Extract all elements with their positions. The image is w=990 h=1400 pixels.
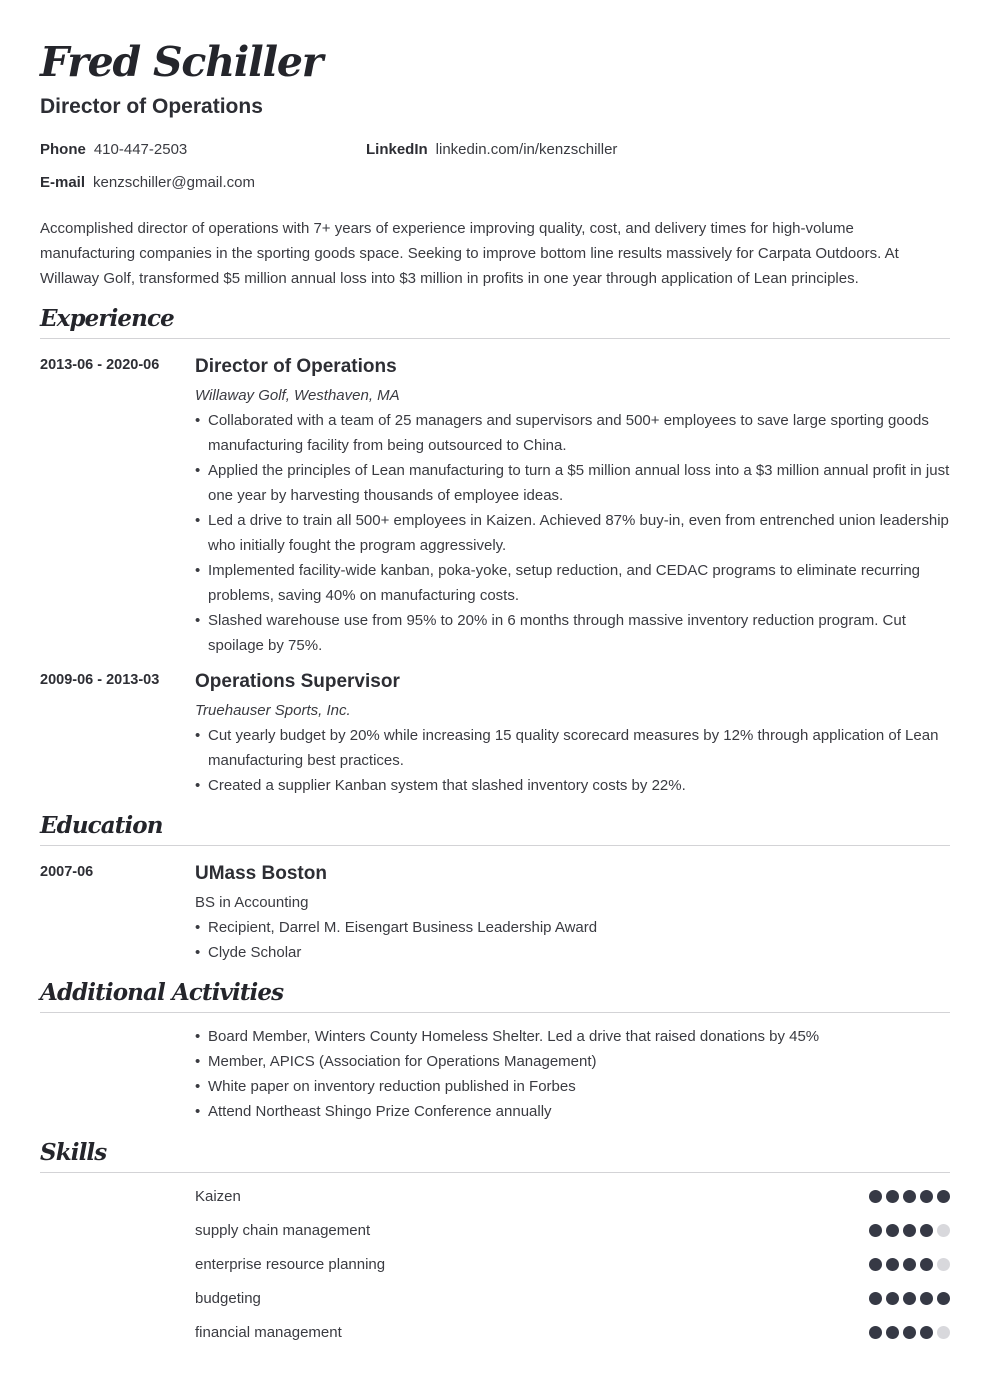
experience-role: Director of Operations	[195, 356, 397, 377]
experience-role: Operations Supervisor	[195, 671, 400, 692]
rating-dot-filled	[903, 1258, 916, 1271]
rating-dot-filled	[886, 1258, 899, 1271]
section-heading-education	[40, 811, 950, 846]
phone-value: 410-447-2503	[93, 141, 188, 158]
education-body	[195, 862, 950, 965]
experience-employer: Truehauser Sports, Inc.	[195, 702, 351, 719]
bullet-item: • Implemented facility-wide kanban, poka-yoke, setup reduction, and CEDAC programs to eliminate recurring problems, saving 40% on manufacturing costs.	[195, 558, 950, 608]
rating-dot-empty	[937, 1326, 950, 1339]
skill-row	[195, 1320, 950, 1354]
bullet-item: • Clyde Scholar	[195, 940, 950, 965]
skill-name: supply chain management	[195, 1222, 371, 1239]
rating-dot-filled	[869, 1190, 882, 1203]
bullet-item: • Slashed warehouse use from 95% to 20% in 6 months through massive inventory reduction program. Cut spoilage by 75%.	[195, 608, 950, 658]
experience-body	[195, 355, 950, 658]
bullet-item: • Led a drive to train all 500+ employees in Kaizen. Achieved 87% buy-in, even from entrenched union leadership who initially fought the program aggressively.	[195, 508, 950, 558]
candidate-title: Director of Operations	[40, 95, 263, 118]
bullet-item: • Applied the principles of Lean manufacturing to turn a $5 million annual loss into a $3 million annual profit in just one year by harvesting thousands of employee ideas.	[195, 458, 950, 508]
skill-rating	[869, 1258, 950, 1271]
skill-rating	[869, 1292, 950, 1305]
rating-dot-filled	[903, 1326, 916, 1339]
rating-dot-filled	[869, 1292, 882, 1305]
education-heading-text: Education	[40, 812, 163, 839]
skill-row	[195, 1218, 950, 1252]
section-heading-experience	[40, 304, 950, 339]
rating-dot-filled	[920, 1292, 933, 1305]
activities-body	[195, 1024, 950, 1124]
skill-name: budgeting	[195, 1290, 261, 1307]
email-value: kenzschiller@gmail.com	[93, 174, 255, 191]
skill-name: enterprise resource planning	[195, 1256, 386, 1273]
contact-linkedin	[366, 141, 617, 158]
bullet-item: • Recipient, Darrel M. Eisengart Business Leadership Award	[195, 915, 950, 940]
rating-dot-empty	[937, 1258, 950, 1271]
activities-bullets	[195, 1024, 950, 1124]
education-school: UMass Boston	[195, 863, 327, 884]
skill-rating	[869, 1224, 950, 1237]
experience-bullets	[195, 723, 950, 798]
section-heading-activities	[40, 978, 950, 1013]
rating-dot-filled	[903, 1190, 916, 1203]
contact-phone	[40, 141, 187, 158]
phone-label: Phone	[40, 141, 86, 158]
experience-body	[195, 670, 950, 798]
rating-dot-filled	[920, 1258, 933, 1271]
rating-dot-filled	[886, 1326, 899, 1339]
bullet-item: • Board Member, Winters County Homeless Shelter. Led a drive that raised donations by 45%	[195, 1024, 950, 1049]
skills-heading-text: Skills	[40, 1139, 107, 1166]
rating-dot-filled	[937, 1190, 950, 1203]
skill-name: financial management	[195, 1324, 342, 1341]
linkedin-value: linkedin.com/in/kenzschiller	[435, 141, 618, 158]
rating-dot-filled	[920, 1190, 933, 1203]
rating-dot-filled	[937, 1292, 950, 1305]
rating-dot-filled	[886, 1292, 899, 1305]
rating-dot-filled	[920, 1224, 933, 1237]
experience-heading-text: Experience	[40, 305, 174, 332]
rating-dot-filled	[903, 1292, 916, 1305]
skill-row	[195, 1184, 950, 1218]
experience-bullets	[195, 408, 950, 658]
bullet-item: • Created a supplier Kanban system that slashed inventory costs by 22%.	[195, 773, 950, 798]
rating-dot-filled	[920, 1326, 933, 1339]
experience-dates: 2013-06 - 2020-06	[40, 357, 160, 373]
email-label: E-mail	[40, 174, 86, 191]
skill-row	[195, 1286, 950, 1320]
linkedin-label: LinkedIn	[366, 141, 428, 158]
candidate-name: Fred Schiller	[40, 38, 323, 86]
skill-name: Kaizen	[195, 1188, 241, 1205]
activities-heading-text: Additional Activities	[40, 979, 284, 1006]
bullet-item: • Collaborated with a team of 25 managers and supervisors and 500+ employees to save large sporting goods manufacturing facility from being outsourced to China.	[195, 408, 950, 458]
rating-dot-filled	[886, 1190, 899, 1203]
experience-employer: Willaway Golf, Westhaven, MA	[195, 387, 400, 404]
bullet-item: • Cut yearly budget by 20% while increasing 15 quality scorecard measures by 12% through application of Lean manufacturing best practices.	[195, 723, 950, 773]
skill-rating	[869, 1326, 950, 1339]
rating-dot-empty	[937, 1224, 950, 1237]
rating-dot-filled	[869, 1224, 882, 1237]
bullet-item: • Attend Northeast Shingo Prize Conference annually	[195, 1099, 950, 1124]
bullet-item: • White paper on inventory reduction published in Forbes	[195, 1074, 950, 1099]
skill-rating	[869, 1190, 950, 1203]
education-date: 2007-06	[40, 864, 94, 880]
professional-summary: Accomplished director of operations with 7+ years of experience improving quality, cost, and delivery times for high-volume manufacturing companies in the sporting goods space. Seeking to improve bottom line results massively for Carpata Outdoors. At Willaway Golf, transformed $5 million annual loss into $3 million in profits in one year through application of Lean principles.	[40, 220, 899, 287]
skills-list	[195, 1184, 950, 1354]
bullet-item: • Member, APICS (Association for Operations Management)	[195, 1049, 950, 1074]
rating-dot-filled	[869, 1258, 882, 1271]
education-bullets	[195, 915, 950, 965]
contact-email	[40, 174, 255, 191]
experience-dates: 2009-06 - 2013-03	[40, 672, 160, 688]
rating-dot-filled	[869, 1326, 882, 1339]
rating-dot-filled	[886, 1224, 899, 1237]
education-degree: BS in Accounting	[195, 894, 309, 911]
skill-row	[195, 1252, 950, 1286]
rating-dot-filled	[903, 1224, 916, 1237]
section-heading-skills	[40, 1138, 950, 1173]
